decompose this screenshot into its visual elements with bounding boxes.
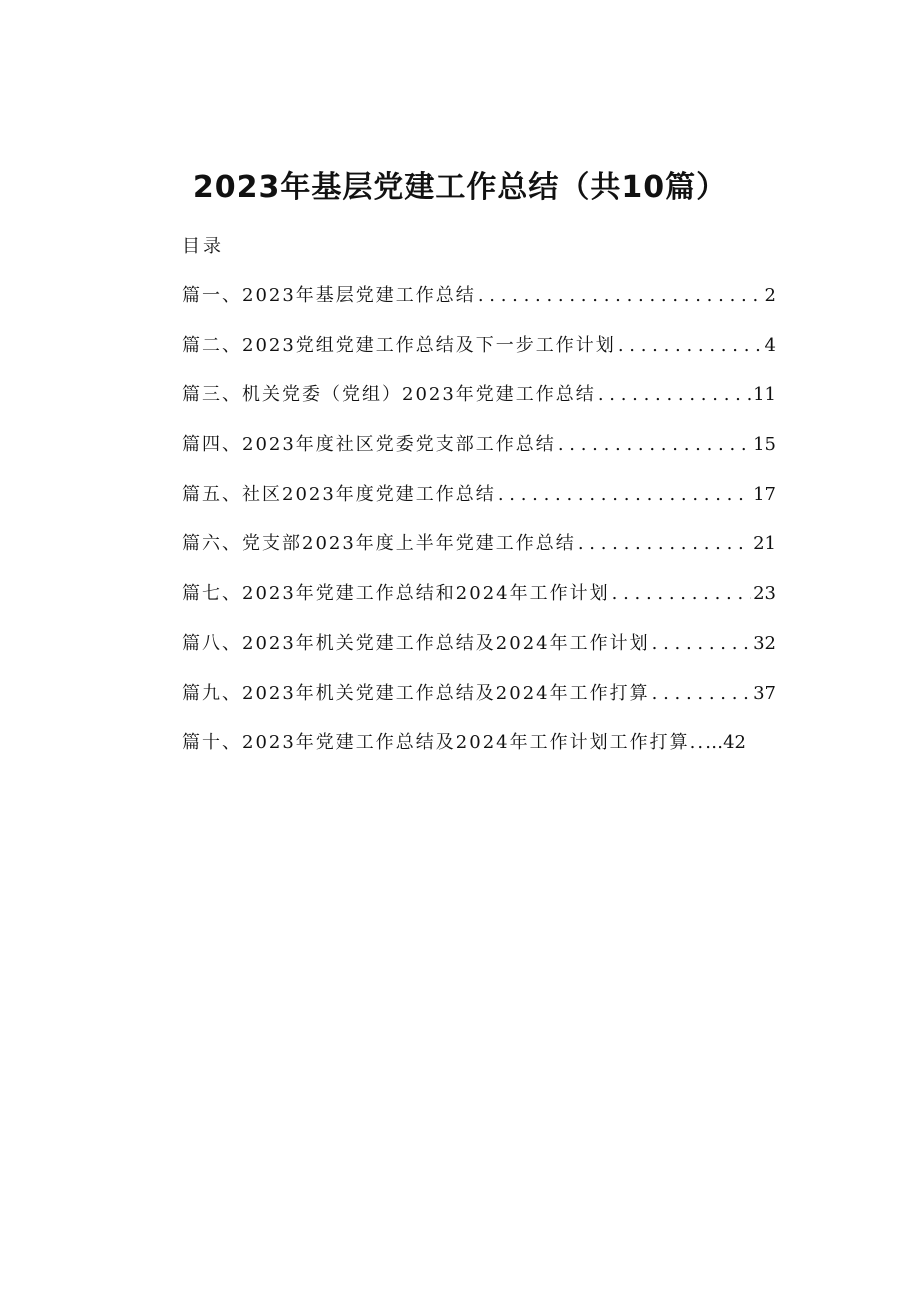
toc-leader-dots (598, 381, 751, 409)
toc-entry-label: 篇二、2023党组党建工作总结及下一步工作计划 (182, 334, 616, 356)
toc-page-number: 32 (753, 632, 776, 654)
toc-entry-8[interactable] (182, 630, 776, 680)
toc-entry-label: 篇七、2023年党建工作总结和2024年工作计划 (182, 583, 610, 605)
toc-page-number: …42 (705, 732, 746, 754)
toc-leader-dots (652, 630, 751, 658)
document-title: 2023年基层党建工作总结（共10篇） (192, 170, 728, 206)
toc-leader-dots (578, 530, 751, 558)
toc-page-number: 4 (764, 334, 776, 356)
toc-entry-label: 篇十、2023年党建工作总结及2024年工作计划工作打算.. (182, 732, 706, 754)
toc-leader-dots (498, 481, 751, 509)
toc-heading: 目录 (182, 236, 224, 257)
toc-page-number: 37 (753, 682, 776, 704)
toc-entry-label: 篇一、2023年基层党建工作总结 (182, 285, 476, 306)
toc-entry-10[interactable] (182, 729, 776, 779)
table-of-contents (182, 282, 776, 779)
toc-entry-label: 篇九、2023年机关党建工作总结及2024年工作打算 (182, 682, 650, 704)
toc-entry-label: 篇六、党支部2023年度上半年党建工作总结 (182, 533, 576, 555)
toc-page-number: 2 (764, 285, 776, 306)
toc-page-number: 15 (753, 434, 776, 456)
toc-entry-4[interactable] (182, 431, 776, 481)
toc-entry-3[interactable] (182, 381, 776, 431)
toc-entry-1[interactable] (182, 282, 776, 332)
toc-leader-dots (558, 431, 751, 459)
toc-entry-label: 篇八、2023年机关党建工作总结及2024年工作计划 (182, 632, 650, 654)
toc-leader-dots (652, 680, 751, 708)
toc-entry-5[interactable] (182, 481, 776, 531)
toc-leader-dots (478, 282, 763, 310)
toc-page-number: 17 (753, 483, 776, 505)
toc-entry-9[interactable] (182, 680, 776, 730)
toc-page-number: 11 (753, 384, 776, 406)
toc-entry-2[interactable] (182, 332, 776, 382)
toc-entry-label: 篇五、社区2023年度党建工作总结 (182, 483, 496, 505)
toc-leader-dots (612, 580, 751, 608)
toc-entry-label: 篇三、机关党委（党组）2023年党建工作总结 (182, 384, 596, 406)
toc-page-number: 23 (753, 583, 776, 605)
toc-entry-label: 篇四、2023年度社区党委党支部工作总结 (182, 434, 556, 456)
toc-entry-7[interactable] (182, 580, 776, 630)
toc-leader-dots (618, 332, 763, 360)
toc-entry-6[interactable] (182, 530, 776, 580)
toc-page-number: 21 (753, 533, 776, 555)
